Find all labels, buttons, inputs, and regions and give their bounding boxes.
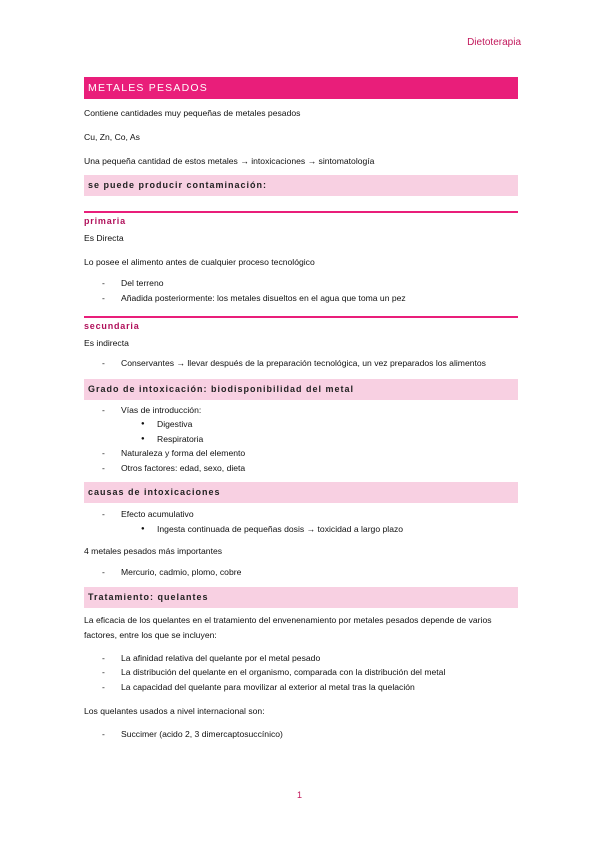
list-item: - La capacidad del quelante para movilizar al exterior al metal tras la quelación [84, 680, 518, 695]
document-content [84, 77, 518, 742]
section-title: METALES PESADOS [84, 77, 518, 99]
tratamiento-line: Los quelantes usados a nivel internacional son: [84, 706, 265, 716]
list-item: - Añadida posteriormente: los metales disueltos en el agua que toma un pez [84, 291, 518, 306]
intro-line-1: Contiene cantidades muy pequeñas de metales pesados [84, 108, 301, 118]
list-item: - Del terreno [84, 276, 518, 291]
causas-list [84, 507, 518, 522]
primaria-list [84, 276, 518, 305]
causas-sub-list [84, 522, 518, 537]
header-subject: Dietoterapia [467, 37, 521, 48]
causas-heading: causas de intoxicaciones [84, 482, 518, 503]
page-number: 1 [296, 790, 302, 800]
intro-line-3: Una pequeña cantidad de estos metales → intoxicaciones → sintomatología [84, 156, 375, 166]
vias-list [84, 417, 518, 446]
grado-list-2 [84, 446, 518, 475]
secundaria-heading: secundaria [84, 316, 518, 331]
primaria-line-1: Es Directa [84, 233, 124, 243]
intro-line-2: Cu, Zn, Co, As [84, 132, 140, 142]
tratamiento-paragraph: La eficacia de los quelantes en el tratamiento del envenenamiento por metales pesados depende de varios factores, entre los que se incluyen: [84, 614, 492, 640]
list-item: ● Ingesta continuada de pequeñas dosis → toxicidad a largo plazo [84, 522, 518, 537]
list-item: - Conservantes → llevar después de la preparación tecnológica, un vez preparados los alimentos [84, 356, 518, 371]
list-item: - La distribución del quelante en el organismo, comparada con la distribución del metal [84, 665, 518, 680]
list-item: - Efecto acumulativo [84, 507, 518, 522]
grado-heading: Grado de intoxicación: biodisponibilidad del metal [84, 379, 518, 400]
list-item: ● Respiratoria [84, 432, 518, 447]
primaria-line-2: Lo posee el alimento antes de cualquier proceso tecnológico [84, 257, 315, 267]
causas-line: 4 metales pesados más importantes [84, 546, 223, 556]
list-item: - Mercurio, cadmio, plomo, cobre [84, 565, 518, 580]
quelantes-list [84, 727, 518, 742]
grado-list [84, 403, 518, 418]
secundaria-line-1: Es indirecta [84, 338, 129, 348]
list-item: - Otros factores: edad, sexo, dieta [84, 461, 518, 476]
primaria-heading: primaria [84, 211, 518, 226]
tratamiento-list [84, 651, 518, 695]
list-item: - Naturaleza y forma del elemento [84, 446, 518, 461]
list-item: - Succimer (acido 2, 3 dimercaptosuccínico) [84, 727, 518, 742]
list-item: - Vías de introducción: [84, 403, 518, 418]
list-item: ● Digestiva [84, 417, 518, 432]
metales-list [84, 565, 518, 580]
secundaria-list [84, 356, 518, 371]
contamination-heading: se puede producir contaminación: [84, 175, 518, 196]
tratamiento-heading: Tratamiento: quelantes [84, 587, 518, 608]
list-item: - La afinidad relativa del quelante por el metal pesado [84, 651, 518, 666]
